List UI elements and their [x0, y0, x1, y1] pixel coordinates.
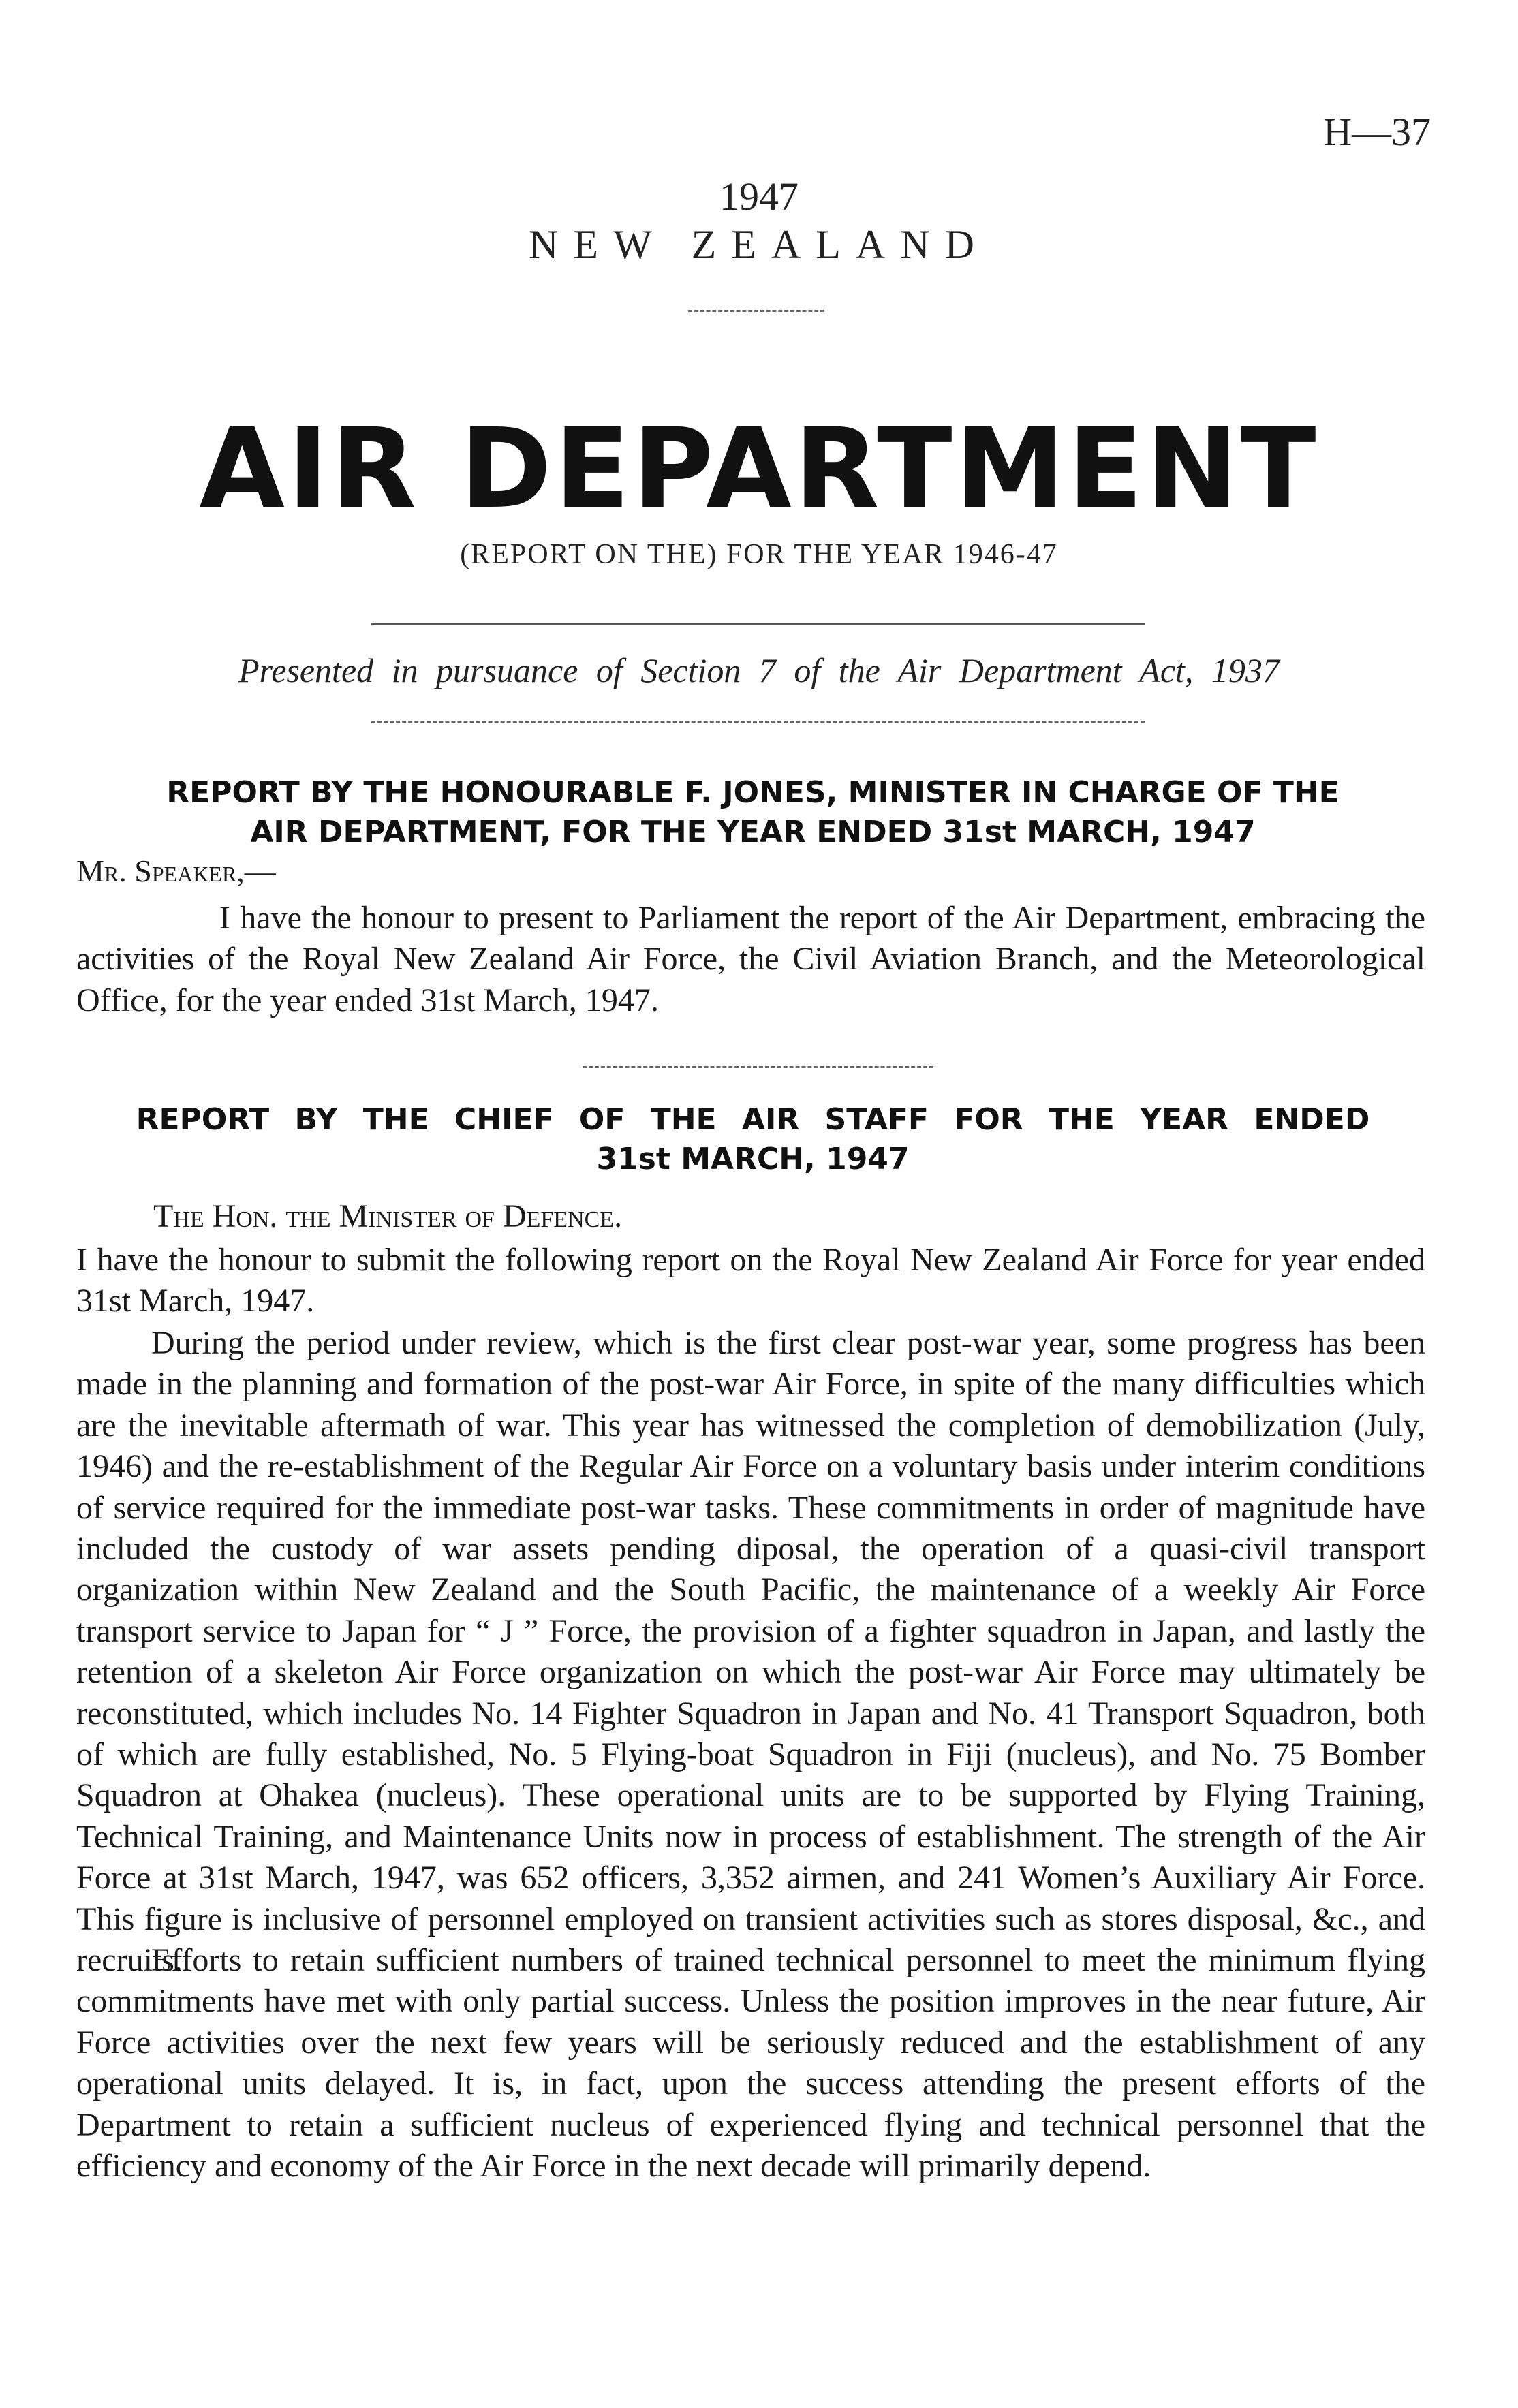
publication-year: 1947	[719, 174, 799, 219]
page-code: H—37	[1323, 110, 1431, 154]
chief-report-heading	[68, 1100, 1438, 1179]
chief-heading-line2: 31st MARCH, 1947	[596, 1142, 910, 1176]
country-name: NEW ZEALAND	[529, 222, 989, 267]
minister-report-heading	[68, 773, 1438, 852]
divider-top	[371, 623, 1145, 625]
document-subtitle: (REPORT ON THE) FOR THE YEAR 1946-47	[460, 539, 1058, 570]
minister-report-body: I have the honour to present to Parliament the report of the Air Department, embracing the activities of the Royal New Zealand Air Force, the Civil Aviation Branch, and the Meteorological Office, for the year ended 31st March, 1947.	[76, 900, 1425, 1018]
minister-heading-line2: AIR DEPARTMENT, FOR THE YEAR ENDED 31st MARCH, 1947	[250, 815, 1256, 849]
document-title: AIR DEPARTMENT	[199, 405, 1319, 533]
divider-bottom	[371, 721, 1145, 723]
minister-heading-line1: REPORT BY THE HONOURABLE F. JONES, MINISTER IN CHARGE OF THE	[166, 775, 1339, 810]
presented-statement: Presented in pursuance of Section 7 of the Air Department Act, 1937	[238, 651, 1280, 689]
addressee: The Hon. the Minister of Defence.	[153, 1198, 623, 1234]
paragraph: During the period under review, which is the first clear post-war year, some progress has been made in the planning and formation of the post-war Air Force, in spite of the many difficulties which are the inevitable aftermath of war. This year has witnessed the completion of demobilization (July, 1946) and the re-establishment of the Regular Air Force on a voluntary basis under interim conditions of service required for the immediate post-war tasks. These commitments in order of magnitude have included the custody of war assets pending diposal, the operation of a quasi-civil transport organization within New Zealand and the South Pacific, the maintenance of a weekly Air Force transport service to Japan for “ J ” Force, the provision of a fighter squadron in Japan, and lastly the retention of a skeleton Air Force organization on which the post-war Air Force may ultimately be reconstituted, which includes No. 14 Fighter Squadron in Japan and No. 41 Transport Squadron, both of which are fully established, No. 5 Flying-boat Squadron in Fiji (nucleus), and No. 75 Bomber Squadron at Ohakea (nucleus). These operational units are to be supported by Flying Training, Technical Training, and Maintenance Units now in process of establishment. The strength of the Air Force at 31st March, 1947, was 652 officers, 3,352 airmen, and 241 Women’s Auxiliary Air Force. This figure is inclusive of personnel employed on transient activities such as stores disposal, &c., and recruits.	[76, 1325, 1425, 1979]
salutation: Mr. Speaker,—	[76, 854, 276, 888]
section-divider	[583, 1066, 933, 1068]
chief-heading-line1: REPORT BY THE CHIEF OF THE AIR STAFF FOR THE YEAR ENDED	[136, 1102, 1370, 1137]
divider-short	[688, 310, 824, 312]
paragraph: I have the honour to submit the following report on the Royal New Zealand Air Force for year ended 31st March, 1947.	[76, 1242, 1425, 1319]
paragraph: Efforts to retain sufficient numbers of trained technical personnel to meet the minimum flying commitments have met with only partial success. Unless the position improves in the near future, Air Force activities over the next few years will be seriously reduced and the establishment of any operational units delayed. It is, in fact, upon the success attending the present efforts of the Department to retain a sufficient nucleus of experienced flying and technical personnel that the efficiency and economy of the Air Force in the next decade will primarily depend.	[76, 1942, 1425, 2185]
